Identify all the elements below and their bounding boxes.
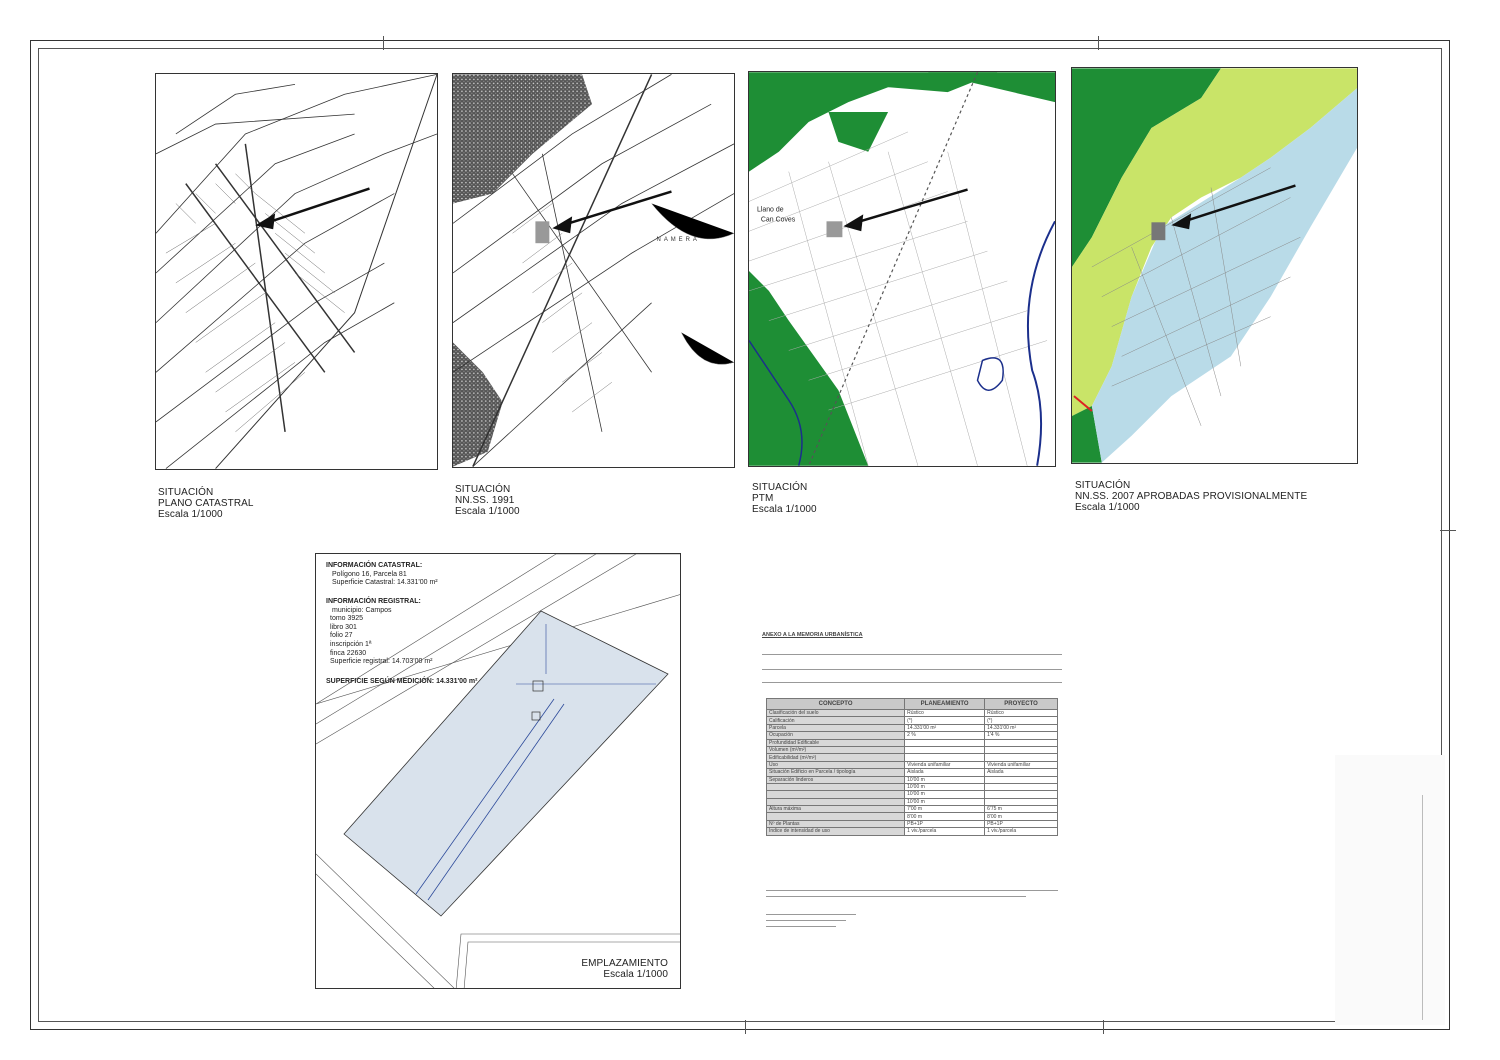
caption-emplazamiento bbox=[581, 958, 668, 980]
nnss-2007-drawing bbox=[1072, 68, 1357, 463]
table-cell: Nº de Plantas bbox=[767, 820, 905, 827]
table-cell: PB+1P bbox=[985, 820, 1058, 827]
caption-line: Escala 1/1000 bbox=[455, 506, 520, 517]
table-row bbox=[767, 761, 1058, 768]
title-block-column bbox=[1422, 795, 1441, 1020]
table-cell: 10'00 m bbox=[905, 776, 985, 783]
municipio: municipio: Campos bbox=[332, 606, 392, 614]
table-row bbox=[767, 739, 1058, 746]
caption-line: EMPLAZAMIENTO bbox=[581, 958, 668, 969]
table-cell bbox=[767, 798, 905, 805]
annex-text-line bbox=[762, 676, 1062, 683]
table-row bbox=[767, 746, 1058, 753]
table-cell: Clasificación del suelo bbox=[767, 710, 905, 717]
annex-title: ANEXO A LA MEMORIA URBANÍSTICA bbox=[762, 632, 863, 638]
map-plano-catastral bbox=[155, 73, 438, 470]
catastral-info bbox=[326, 562, 438, 588]
caption-line: PLANO CATASTRAL bbox=[158, 498, 254, 509]
caption-line: SITUACIÓN bbox=[1075, 480, 1131, 491]
superficie-registral: Superficie registral: 14.703'00 m² bbox=[330, 658, 433, 666]
table-cell: (*) bbox=[905, 717, 985, 724]
caption-line: Escala 1/1000 bbox=[603, 969, 668, 980]
table-cell: 8'00 m bbox=[985, 813, 1058, 820]
table-header: PROYECTO bbox=[985, 699, 1058, 710]
table-cell: PB+1P bbox=[905, 820, 985, 827]
table-cell bbox=[905, 739, 985, 746]
table-cell bbox=[905, 746, 985, 753]
table-cell: (*) bbox=[985, 717, 1058, 724]
libro: libro 301 bbox=[330, 623, 357, 631]
caption-ptm bbox=[752, 482, 817, 515]
frame-tick bbox=[1098, 36, 1099, 50]
registral-title: INFORMACIÓN REGISTRAL: bbox=[326, 598, 421, 605]
frame-tick bbox=[1103, 1020, 1104, 1034]
caption-line: Escala 1/1000 bbox=[752, 504, 817, 515]
tomo: tomo 3925 bbox=[330, 615, 364, 623]
annex-comparison-table bbox=[766, 698, 1058, 836]
table-cell bbox=[985, 783, 1058, 790]
annex-note-line bbox=[766, 896, 1026, 898]
annex-note-line bbox=[766, 914, 856, 916]
table-row bbox=[767, 828, 1058, 835]
table-cell bbox=[767, 783, 905, 790]
table-cell: 10'00 m bbox=[905, 791, 985, 798]
table-cell: 6'75 m bbox=[985, 806, 1058, 813]
map-place-label: NAMERA bbox=[656, 237, 700, 244]
map-place-label: Can Coves bbox=[760, 216, 796, 224]
table-cell bbox=[985, 754, 1058, 761]
frame-tick bbox=[383, 36, 384, 50]
caption-line: SITUACIÓN bbox=[752, 482, 808, 493]
caption-nnss-1991 bbox=[455, 484, 520, 517]
table-row bbox=[767, 791, 1058, 798]
ptm-drawing bbox=[749, 72, 1055, 466]
table-row bbox=[767, 754, 1058, 761]
table-cell bbox=[985, 776, 1058, 783]
caption-plano-catastral bbox=[158, 487, 254, 520]
table-cell: 10'00 m bbox=[905, 798, 985, 805]
table-cell bbox=[905, 754, 985, 761]
table-cell: Ocupación bbox=[767, 732, 905, 739]
table-cell: Rústico bbox=[985, 710, 1058, 717]
table-row bbox=[767, 783, 1058, 790]
map-place-label: Llano de bbox=[756, 206, 784, 214]
table-row bbox=[767, 806, 1058, 813]
table-cell: 8'00 m bbox=[905, 813, 985, 820]
annex-text-line bbox=[762, 663, 1062, 670]
table-cell bbox=[767, 813, 905, 820]
table-cell: Aislada bbox=[985, 769, 1058, 776]
table-cell bbox=[985, 739, 1058, 746]
registral-info bbox=[326, 598, 433, 667]
table-cell bbox=[985, 746, 1058, 753]
frame-tick bbox=[745, 1020, 746, 1034]
table-cell: 2 % bbox=[905, 732, 985, 739]
table-cell: Índice de intensidad de uso bbox=[767, 828, 905, 835]
table-row bbox=[767, 798, 1058, 805]
table-cell: Vivienda unifamiliar bbox=[905, 761, 985, 768]
finca: finca 22630 bbox=[330, 649, 367, 657]
inscripcion: inscripción 1ª bbox=[330, 640, 372, 648]
annex-note-line bbox=[766, 890, 1058, 892]
poligono: Polígono 16, Parcela 81 bbox=[332, 570, 407, 578]
table-cell: Uso bbox=[767, 761, 905, 768]
table-cell: 14.331'00 m² bbox=[905, 724, 985, 731]
caption-line: NN.SS. 1991 bbox=[455, 495, 515, 506]
table-cell: Edificabilidad (m²/m²) bbox=[767, 754, 905, 761]
table-cell: Situación Edificio en Parcela / tipología bbox=[767, 769, 905, 776]
annex-note-line bbox=[766, 926, 836, 928]
table-row bbox=[767, 724, 1058, 731]
table-cell: Rústico bbox=[905, 710, 985, 717]
table-row bbox=[767, 769, 1058, 776]
title-block bbox=[1335, 755, 1445, 1025]
table-cell: 10'00 m bbox=[905, 783, 985, 790]
caption-nnss-2007 bbox=[1075, 480, 1307, 513]
table-cell: Aislada bbox=[905, 769, 985, 776]
table-row bbox=[767, 776, 1058, 783]
map-ptm bbox=[748, 71, 1056, 467]
table-cell: Parcela bbox=[767, 724, 905, 731]
caption-line: SITUACIÓN bbox=[158, 487, 214, 498]
table-row bbox=[767, 717, 1058, 724]
table-cell: Profundidad Edificable bbox=[767, 739, 905, 746]
table-cell: 7'00 m bbox=[905, 806, 985, 813]
table-row bbox=[767, 813, 1058, 820]
table-cell: Calificación bbox=[767, 717, 905, 724]
table-row bbox=[767, 710, 1058, 717]
cadastral-parcels-drawing bbox=[156, 74, 437, 469]
caption-line: NN.SS. 2007 APROBADAS PROVISIONALMENTE bbox=[1075, 491, 1308, 502]
table-cell: Volumen (m³/m²) bbox=[767, 746, 905, 753]
table-row bbox=[767, 820, 1058, 827]
table-header: CONCEPTO bbox=[767, 699, 905, 710]
frame-tick bbox=[1440, 530, 1456, 531]
superficie-medicion: SUPERFICIE SEGÚN MEDICIÓN: 14.331'00 m² bbox=[326, 678, 478, 685]
table-cell bbox=[985, 791, 1058, 798]
table-cell: 1 viv./parcela bbox=[985, 828, 1058, 835]
annex-note-line bbox=[766, 920, 846, 922]
table-cell: Separación linderos bbox=[767, 776, 905, 783]
table-cell bbox=[767, 791, 905, 798]
nnss-1991-drawing bbox=[453, 74, 734, 467]
annex-text-line bbox=[762, 648, 1062, 655]
table-cell: 1 viv./parcela bbox=[905, 828, 985, 835]
table-row bbox=[767, 732, 1058, 739]
caption-line: PTM bbox=[752, 493, 774, 504]
map-nnss-1991 bbox=[452, 73, 735, 468]
caption-line: Escala 1/1000 bbox=[158, 509, 223, 520]
table-cell: 1'4 % bbox=[985, 732, 1058, 739]
annex-memoria-urbanistica bbox=[762, 632, 1062, 944]
caption-line: SITUACIÓN bbox=[455, 484, 511, 495]
caption-line: Escala 1/1000 bbox=[1075, 502, 1140, 513]
folio: folio 27 bbox=[330, 632, 353, 640]
table-cell bbox=[985, 798, 1058, 805]
map-emplazamiento bbox=[315, 553, 681, 989]
map-nnss-2007 bbox=[1071, 67, 1358, 464]
superficie-catastral: Superficie Catastral: 14.331'00 m² bbox=[332, 579, 438, 587]
table-cell: Altura máxima bbox=[767, 806, 905, 813]
table-cell: Vivienda unifamiliar bbox=[985, 761, 1058, 768]
catastral-title: INFORMACIÓN CATASTRAL: bbox=[326, 562, 423, 569]
table-header: PLANEAMIENTO bbox=[905, 699, 985, 710]
table-cell: 14.331'00 m² bbox=[985, 724, 1058, 731]
